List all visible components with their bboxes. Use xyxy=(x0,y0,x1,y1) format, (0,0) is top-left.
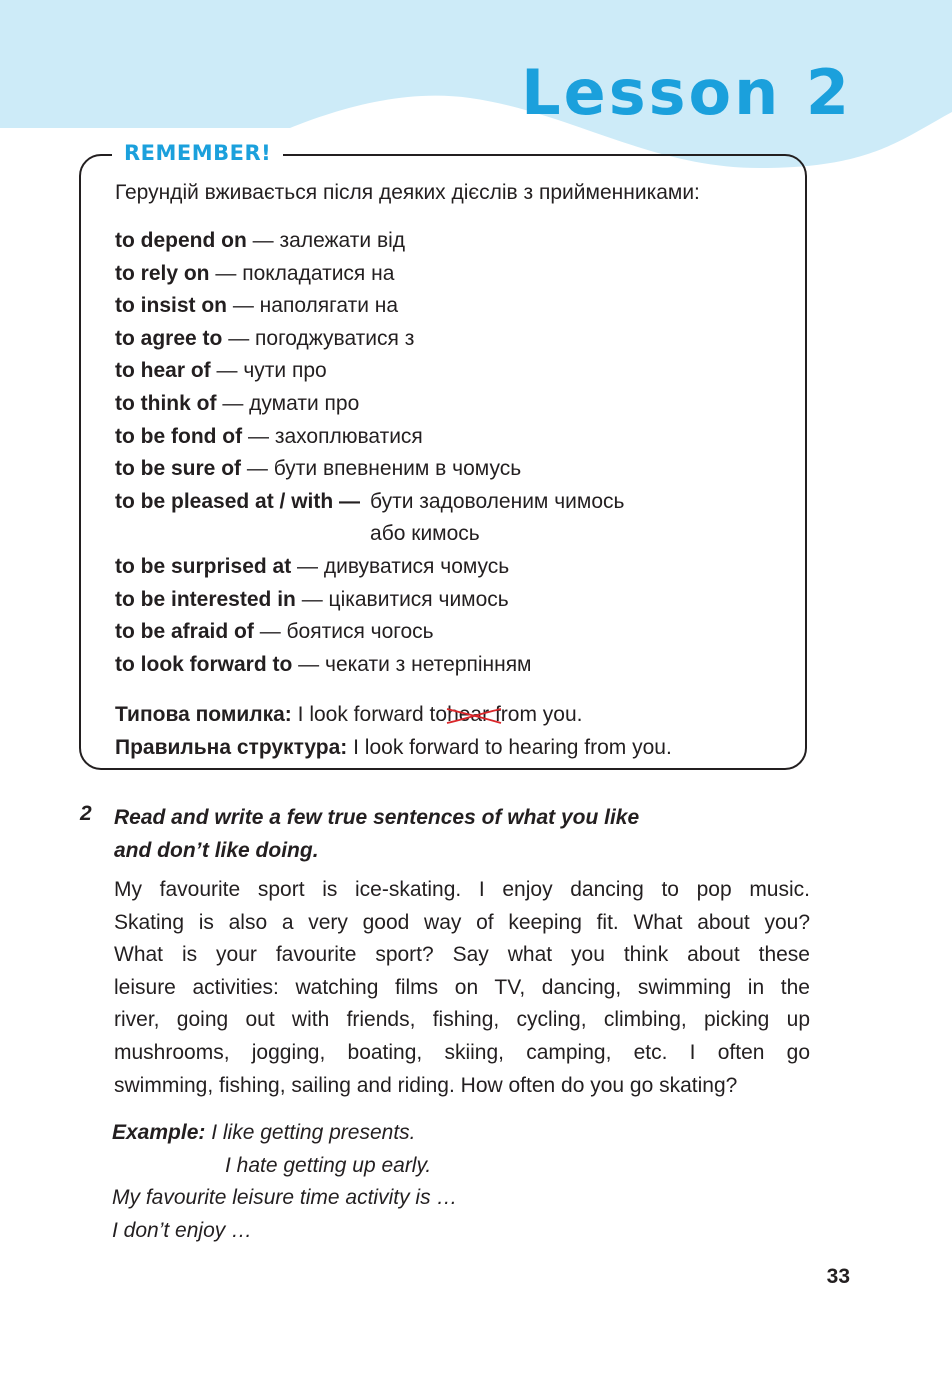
mistake-block xyxy=(115,699,795,764)
struck-word xyxy=(447,699,489,732)
verb-row xyxy=(115,453,795,486)
verb-ua: — захоплюватися xyxy=(247,424,423,448)
paragraph-line: river, going out with friends, fishing, cycling, climbing, picking up xyxy=(114,1008,810,1032)
examples-block xyxy=(112,1117,457,1247)
verb-en: to look forward to xyxy=(115,652,293,676)
verb-en: to be interested in xyxy=(115,587,296,611)
example-label: Example: xyxy=(112,1121,206,1144)
page-number: 33 xyxy=(826,1265,850,1288)
verb-ua: — чекати з нетерпінням xyxy=(298,652,532,676)
typical-mistake-line xyxy=(115,699,795,732)
paragraph-line: Skating is also a very good way of keeping fit. What about you? xyxy=(114,910,810,934)
verb-ua-lines xyxy=(360,486,624,551)
verb-en: to be afraid of xyxy=(115,620,254,644)
exercise-instruction xyxy=(114,802,754,867)
verb-en: to hear of xyxy=(115,359,211,383)
exercise-number: 2 xyxy=(80,802,92,825)
verb-ua: — бути впевненим в чомусь xyxy=(246,457,522,481)
verb-row xyxy=(115,323,795,356)
verb-en: to think of xyxy=(115,391,217,415)
verb-row xyxy=(115,551,795,584)
remember-content xyxy=(115,178,795,765)
verb-ua: — боятися чогось xyxy=(259,620,434,644)
strikethrough-cross-icon xyxy=(445,707,503,725)
verb-row xyxy=(115,355,795,388)
paragraph-line: My favourite sport is ice-skating. I enjoy dancing to pop music. xyxy=(114,878,810,901)
correct-structure-label: Правильна структура: xyxy=(115,735,348,759)
verb-row xyxy=(115,290,795,323)
verb-en: to rely on xyxy=(115,261,210,285)
verb-en: to agree to xyxy=(115,326,223,350)
correct-structure-text: I look forward to hearing from you. xyxy=(353,735,672,759)
verb-row xyxy=(115,258,795,291)
instruction-line: Read and write a few true sentences of what you like xyxy=(114,806,640,829)
verb-row-multiline xyxy=(115,486,795,551)
example-sentence: I hate getting up early. xyxy=(225,1153,432,1177)
paragraph-line: What is your favourite sport? Say what you think about these xyxy=(114,943,810,967)
verb-en: to be pleased at / with — xyxy=(115,489,361,513)
prompt-row: I don’t enjoy … xyxy=(112,1218,253,1242)
verb-ua: — покладатися на xyxy=(215,261,395,285)
verb-row xyxy=(115,649,795,682)
verb-row xyxy=(115,616,795,649)
mistake-text-before: I look forward to xyxy=(297,703,448,727)
verb-row xyxy=(115,584,795,617)
verb-en: to be fond of xyxy=(115,424,243,448)
verb-en: to insist on xyxy=(115,294,227,318)
remember-label: REMEMBER! xyxy=(112,141,283,165)
mistake-text-after: from you. xyxy=(494,703,583,727)
exercise-paragraph xyxy=(114,874,810,1102)
example-sentence: I like getting presents. xyxy=(211,1121,416,1144)
verb-ua: — залежати від xyxy=(252,229,406,252)
verb-ua: — чути про xyxy=(216,359,327,383)
verb-en: to depend on xyxy=(115,229,247,252)
verb-ua: або кимось xyxy=(370,522,480,546)
verb-row xyxy=(115,388,795,421)
gerund-intro: Герундій вживається після деяких дієслів з прийменниками: xyxy=(115,181,700,204)
example-row xyxy=(112,1150,457,1183)
verb-en: to be surprised at xyxy=(115,554,292,578)
lesson-title: Lesson 2 xyxy=(521,56,852,129)
verb-row xyxy=(115,421,795,454)
example-row xyxy=(112,1117,457,1150)
correct-structure-line xyxy=(115,732,795,765)
verb-row xyxy=(115,225,795,258)
verb-ua: бути задоволеним чимось xyxy=(370,489,625,513)
verb-ua: — наполягати на xyxy=(232,294,399,318)
verb-ua: — цікавитися чимось xyxy=(301,587,509,611)
typical-mistake-label: Типова помилка: xyxy=(115,703,292,727)
paragraph-line: mushrooms, jogging, boating, skiing, camping, etc. I often go xyxy=(114,1040,810,1064)
paragraph-line: swimming, fishing, sailing and riding. How often do you go skating? xyxy=(114,1073,738,1097)
paragraph-line: leisure activities: watching films on TV, dancing, swimming in the xyxy=(114,975,810,999)
struck-word-text: hear xyxy=(447,703,490,727)
verb-en: to be sure of xyxy=(115,457,242,481)
verb-ua: — дивуватися чомусь xyxy=(297,554,510,578)
verb-ua: — погоджуватися з xyxy=(228,326,415,350)
prompt-row: My favourite leisure time activity is … xyxy=(112,1186,458,1210)
instruction-line: and don’t like doing. xyxy=(114,838,319,862)
verb-ua: — думати про xyxy=(222,391,360,415)
